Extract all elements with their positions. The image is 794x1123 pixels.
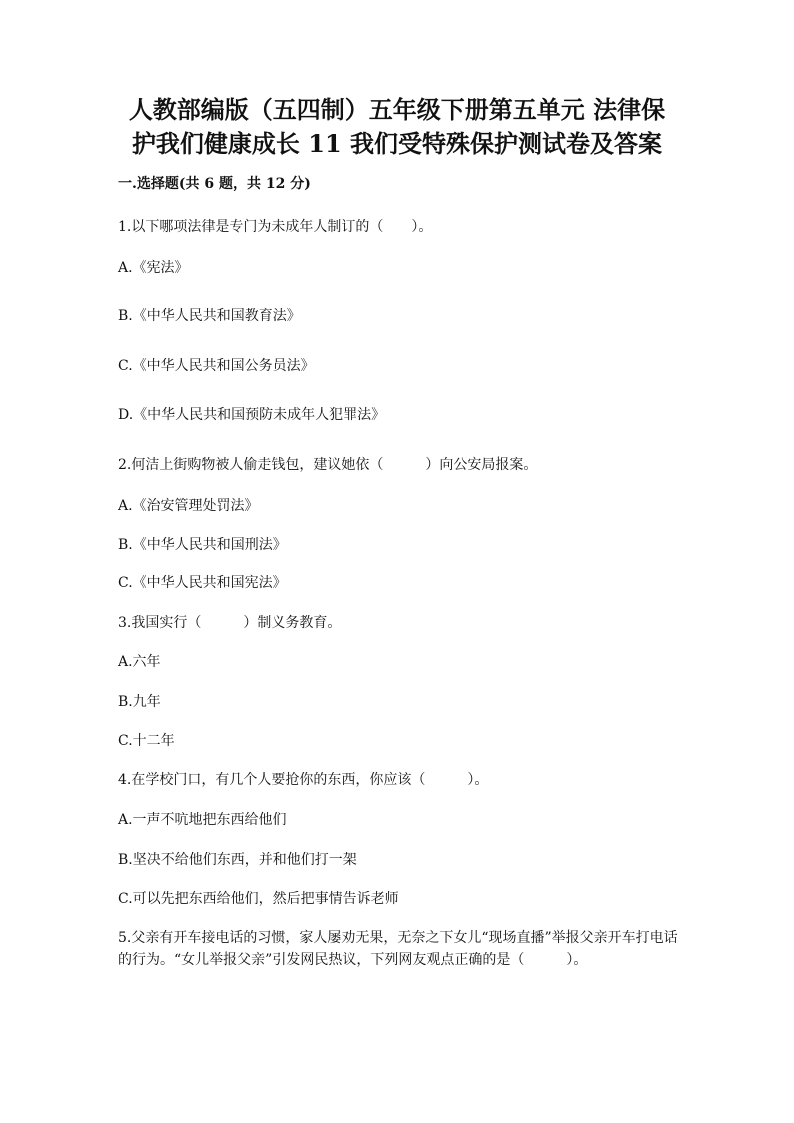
question-3-option-a: A.六年 [118,654,161,670]
question-2-stem: 2.何洁上街购物被人偷走钱包，建议她依（ ）向公安局报案。 [118,457,538,473]
question-1-option-d: D.《中华人民共和国预防未成年人犯罪法》 [118,407,386,423]
question-3-option-b: B.九年 [118,694,161,710]
question-2-option-a: A.《治安管理处罚法》 [118,498,259,514]
question-5-stem: 5.父亲有开车接电话的习惯，家人屡劝无果，无奈之下女儿“现场直播”举报父亲开车打电话的行为。“女儿举报父亲”引发网民热议，下列网友观点正确的是（ ）。 [118,930,678,968]
question-4-stem: 4.在学校门口，有几个人要抢你的东西，你应该（ ）。 [118,772,489,788]
question-3-stem: 3.我国实行（ ）制义务教育。 [118,615,342,631]
question-1-option-c: C.《中华人民共和国公务员法》 [118,358,315,374]
question-4-option-b: B.坚决不给他们东西，并和他们打一架 [118,852,357,868]
section-heading: 一.选择题(共 6 题，共 12 分) [118,176,311,192]
question-4-option-a: A.一声不吭地把东西给他们 [118,812,287,828]
question-2-option-b: B.《中华人民共和国刑法》 [118,537,287,553]
question-1-stem: 1.以下哪项法律是专门为未成年人制订的（ ）。 [118,219,433,235]
page-title-line-1: 人教部编版（五四制）五年级下册第五单元 法律保 [128,95,666,124]
question-1-option-a: A.《宪法》 [118,260,189,276]
question-1-option-b: B.《中华人民共和国教育法》 [118,308,301,324]
question-4-option-c: C.可以先把东西给他们，然后把事情告诉老师 [118,891,399,907]
question-2-option-c: C.《中华人民共和国宪法》 [118,575,287,591]
page-title-line-2: 护我们健康成长 11 我们受特殊保护测试卷及答案 [131,129,663,158]
question-3-option-c: C.十二年 [118,733,175,749]
